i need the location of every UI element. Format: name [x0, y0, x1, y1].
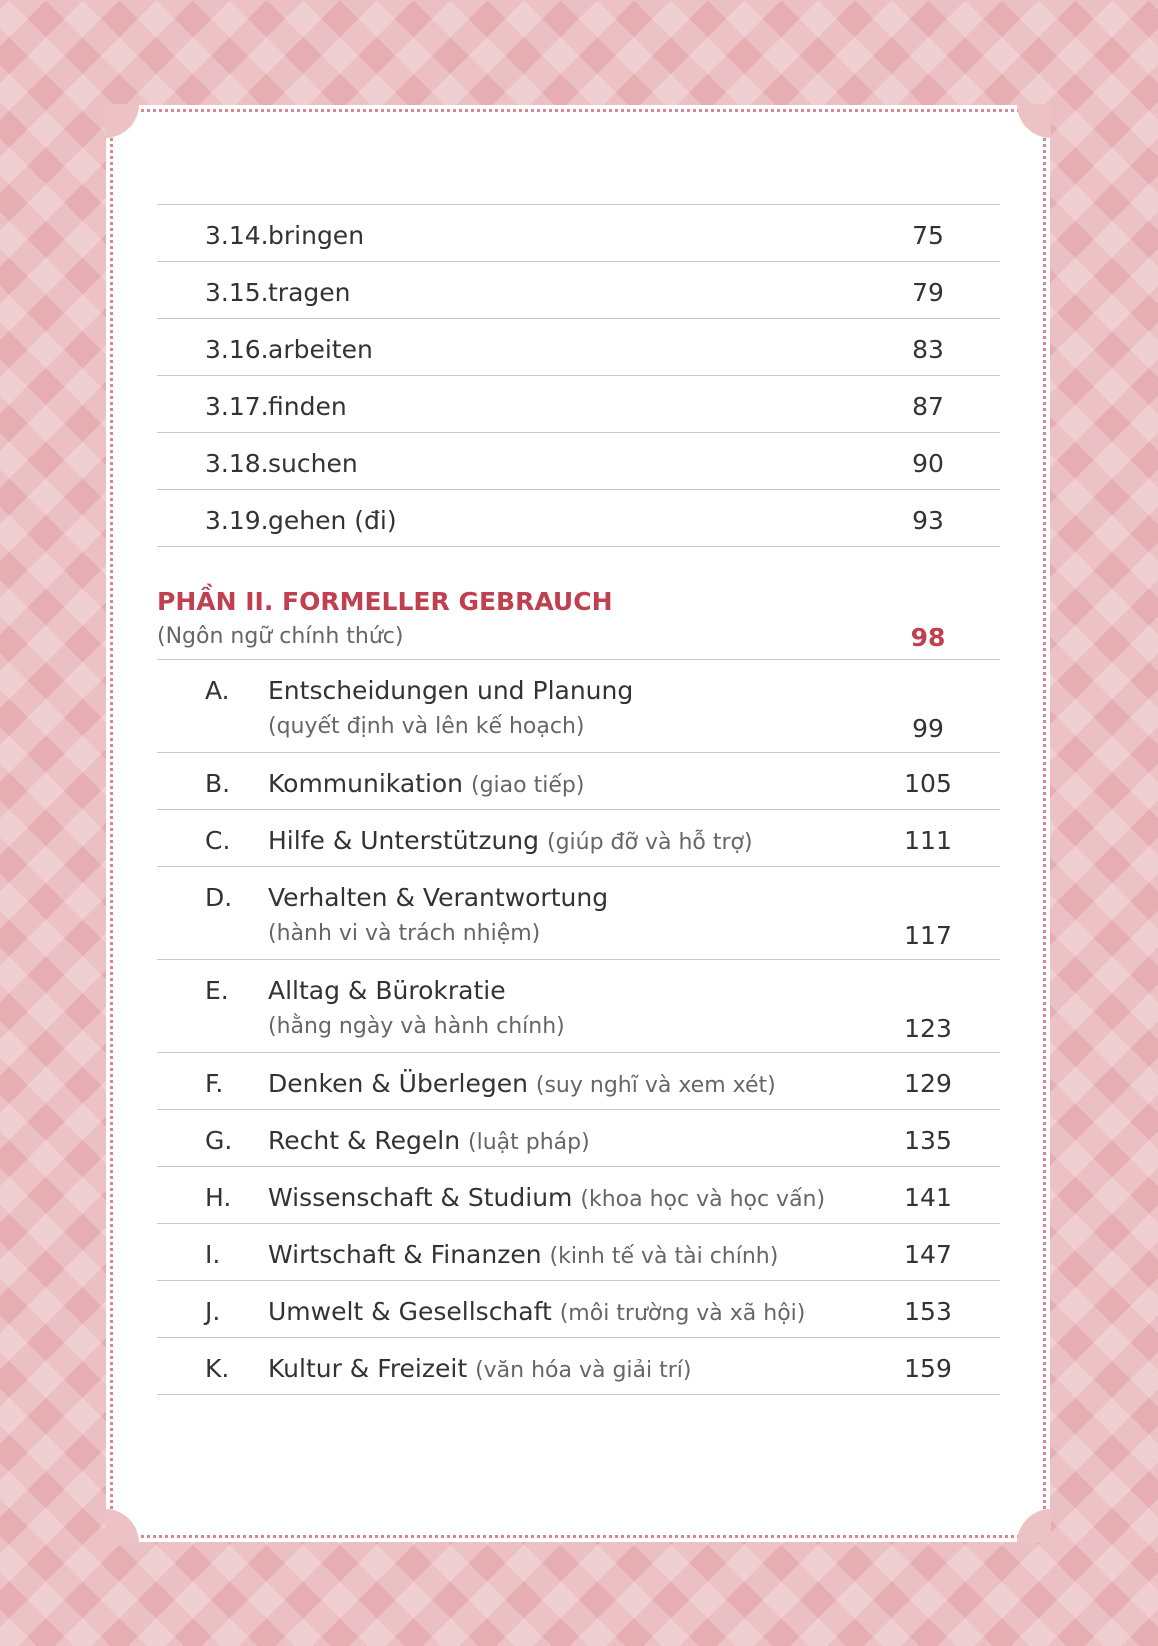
toc-number: 3.19.	[205, 506, 269, 535]
toc-row[interactable]	[157, 1110, 1000, 1167]
toc-translation: (quyết định và lên kế hoạch)	[268, 714, 585, 739]
toc-translation: (giúp đỡ và hỗ trợ)	[546, 830, 753, 855]
toc-letter: G.	[205, 1126, 233, 1155]
toc-title: Umwelt & Gesellschaft (môi trường và xã hội)	[268, 1297, 806, 1326]
toc-title: Hilfe & Unterstützung (giúp đỡ và hỗ trợ)	[268, 826, 753, 855]
toc-page-number: 99	[912, 714, 944, 743]
toc-page-number: 135	[904, 1126, 952, 1155]
toc-translation: (giao tiếp)	[471, 773, 585, 798]
toc-letter: J.	[205, 1297, 221, 1326]
toc-page-number: 117	[904, 921, 952, 950]
toc-number: 3.18.	[205, 449, 269, 478]
toc-letter: E.	[205, 976, 229, 1005]
toc-title: gehen (đi)	[268, 506, 397, 535]
toc-title: tragen	[268, 278, 351, 307]
card-corner-notch	[1017, 104, 1051, 138]
toc-row[interactable]	[157, 1053, 1000, 1110]
toc-letter: I.	[205, 1240, 221, 1269]
toc-translation: (hằng ngày và hành chính)	[268, 1014, 565, 1039]
toc-title: Kultur & Freizeit (văn hóa và giải trí)	[268, 1354, 692, 1383]
section-title: PHẦN II. FORMELLER GEBRAUCH	[157, 587, 613, 616]
toc-row[interactable]	[157, 753, 1000, 810]
toc-row[interactable]	[157, 810, 1000, 867]
toc-row[interactable]	[157, 433, 1000, 490]
toc-title: Kommunikation (giao tiếp)	[268, 769, 585, 798]
toc-letter: K.	[205, 1354, 230, 1383]
toc-page-number: 147	[904, 1240, 952, 1269]
toc-number: 3.15.	[205, 278, 269, 307]
toc-row[interactable]	[157, 1338, 1000, 1395]
toc-title: finden	[268, 392, 347, 421]
toc-translation: (văn hóa và giải trí)	[475, 1358, 692, 1383]
table-of-contents	[157, 204, 1000, 1395]
toc-page-number: 123	[904, 1014, 952, 1043]
toc-letter: D.	[205, 883, 233, 912]
toc-row[interactable]	[157, 262, 1000, 319]
toc-translation: (suy nghĩ và xem xét)	[535, 1073, 776, 1098]
section-subtitle: (Ngôn ngữ chính thức)	[157, 624, 404, 649]
toc-row[interactable]	[157, 960, 1000, 1053]
section-header[interactable]	[157, 547, 1000, 660]
toc-row[interactable]	[157, 1281, 1000, 1338]
toc-row[interactable]	[157, 205, 1000, 262]
toc-letter: H.	[205, 1183, 232, 1212]
toc-page-number: 79	[912, 278, 944, 307]
toc-number: 3.14.	[205, 221, 269, 250]
toc-number: 3.16.	[205, 335, 269, 364]
toc-translation: (luật pháp)	[468, 1130, 590, 1155]
toc-translation: (kinh tế và tài chính)	[549, 1244, 779, 1269]
toc-translation: (hành vi và trách nhiệm)	[268, 921, 541, 946]
section-page-number: 98	[910, 623, 946, 652]
toc-translation: (khoa học và học vấn)	[580, 1187, 826, 1212]
toc-page-number: 83	[912, 335, 944, 364]
toc-row[interactable]	[157, 1167, 1000, 1224]
toc-row[interactable]	[157, 1224, 1000, 1281]
toc-page-number: 159	[904, 1354, 952, 1383]
toc-page-number: 111	[904, 826, 952, 855]
toc-page-number: 87	[912, 392, 944, 421]
toc-title: suchen	[268, 449, 358, 478]
toc-page-number: 141	[904, 1183, 952, 1212]
toc-page-number: 105	[904, 769, 952, 798]
card-corner-notch	[105, 1509, 139, 1543]
toc-row[interactable]	[157, 319, 1000, 376]
toc-letter: C.	[205, 826, 231, 855]
toc-title: Denken & Überlegen (suy nghĩ và xem xét)	[268, 1069, 776, 1098]
toc-row[interactable]	[157, 660, 1000, 753]
card-corner-notch	[105, 104, 139, 138]
toc-title: Alltag & Bürokratie	[268, 976, 506, 1005]
toc-title: bringen	[268, 221, 365, 250]
toc-title: Verhalten & Verantwortung	[268, 883, 609, 912]
toc-title: Wirtschaft & Finanzen (kinh tế và tài chính)	[268, 1240, 779, 1269]
toc-number: 3.17.	[205, 392, 269, 421]
toc-letter: F.	[205, 1069, 224, 1098]
toc-page-number: 153	[904, 1297, 952, 1326]
toc-letter: B.	[205, 769, 231, 798]
card-corner-notch	[1017, 1509, 1051, 1543]
toc-page-number: 93	[912, 506, 944, 535]
toc-title: Wissenschaft & Studium (khoa học và học vấn)	[268, 1183, 826, 1212]
toc-page-number: 129	[904, 1069, 952, 1098]
toc-page-number: 90	[912, 449, 944, 478]
toc-row[interactable]	[157, 376, 1000, 433]
toc-title: arbeiten	[268, 335, 373, 364]
toc-title: Recht & Regeln (luật pháp)	[268, 1126, 590, 1155]
toc-row[interactable]	[157, 490, 1000, 547]
toc-title: Entscheidungen und Planung	[268, 676, 634, 705]
toc-letter: A.	[205, 676, 230, 705]
toc-translation: (môi trường và xã hội)	[559, 1301, 806, 1326]
toc-page-number: 75	[912, 221, 944, 250]
toc-row[interactable]	[157, 867, 1000, 960]
